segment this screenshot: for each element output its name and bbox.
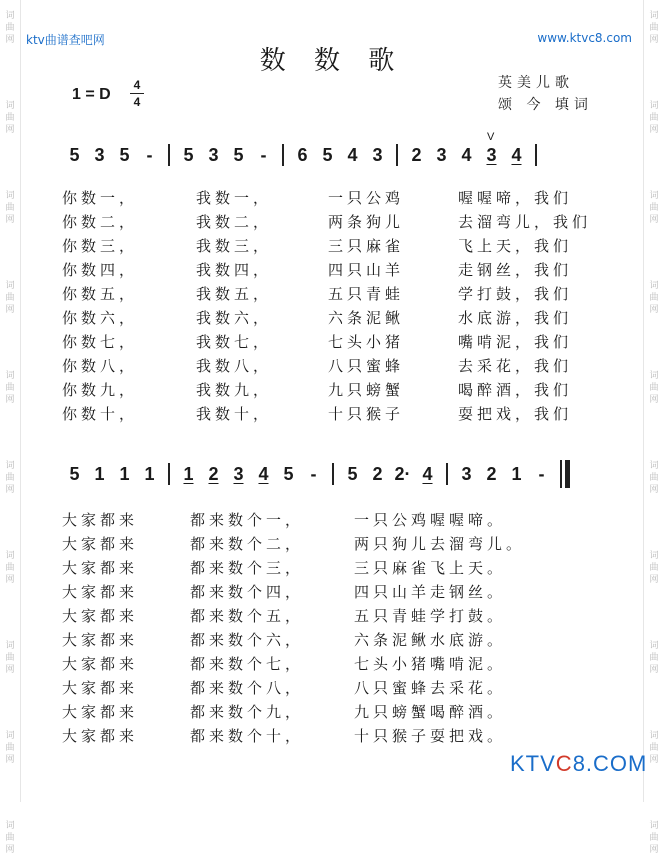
note: - xyxy=(260,144,267,165)
meter-bottom: 4 xyxy=(133,95,141,109)
lyric-phrase: 你数二， xyxy=(62,213,139,231)
lyric-phrase: 嘴啃泥，我们 xyxy=(458,333,573,351)
side-watermark-block xyxy=(649,550,658,586)
lyric-phrase: 耍把戏，我们 xyxy=(458,405,573,423)
lyric-phrase: 你数一， xyxy=(62,189,139,207)
side-watermark-char: 曲 xyxy=(5,383,15,393)
lyric-phrase: 你数五， xyxy=(62,285,139,303)
note: 5 xyxy=(347,463,358,484)
lyric-line xyxy=(62,676,604,700)
side-watermark-block xyxy=(649,280,658,316)
side-watermark-char: 网 xyxy=(649,485,659,495)
lyric-phrase: 你数三， xyxy=(62,237,139,255)
side-watermark-block xyxy=(5,370,14,406)
side-watermark-char: 词 xyxy=(649,281,659,291)
lyric-phrase: 水底游，我们 xyxy=(458,309,573,327)
lyric-phrase: 都来数个三， xyxy=(190,559,305,577)
lyric-phrase: 大家都来 xyxy=(62,511,139,529)
note: - xyxy=(310,463,317,484)
barline xyxy=(535,144,537,166)
lyric-phrase: 你数八， xyxy=(62,357,139,375)
side-watermark-char: 网 xyxy=(5,125,15,135)
note: 1 xyxy=(94,463,105,484)
right-margin-strip xyxy=(643,0,664,855)
side-watermark-char: 网 xyxy=(649,755,659,765)
lyric-phrase: 六条泥鳅 xyxy=(328,309,405,327)
lyric-phrase: 大家都来 xyxy=(62,607,139,625)
side-watermark-char: 网 xyxy=(5,575,15,585)
measure xyxy=(62,464,162,485)
barline xyxy=(282,144,284,166)
key-signature: 1 = D xyxy=(72,86,111,103)
note: 4 xyxy=(422,463,433,484)
side-watermark-char: 曲 xyxy=(5,563,15,573)
lyric-phrase: 我数七， xyxy=(196,333,273,351)
lyric-phrase: 九只螃蟹 xyxy=(328,381,405,399)
lyric-line xyxy=(62,210,604,234)
watermark-highlight: C xyxy=(555,751,573,776)
side-watermark-block xyxy=(649,100,658,136)
side-watermark-char: 曲 xyxy=(649,113,659,123)
note: 2 xyxy=(411,144,422,165)
note: 3 xyxy=(94,144,105,165)
lyric-phrase: 两条狗儿 xyxy=(328,213,405,231)
lyric-phrase: 喔喔啼，我们 xyxy=(458,189,573,207)
note: 2· xyxy=(394,463,411,484)
side-watermark-char: 网 xyxy=(649,575,659,585)
note: 5 xyxy=(322,144,333,165)
lyric-phrase: 大家都来 xyxy=(62,655,139,673)
lyric-phrase: 一只公鸡喔喔啼。 xyxy=(354,511,507,529)
lyric-phrase: 两只狗儿去溜弯儿。 xyxy=(354,535,526,553)
measure xyxy=(176,145,276,166)
barline xyxy=(168,144,170,166)
note: 6 xyxy=(297,144,308,165)
side-watermark-char: 网 xyxy=(5,485,15,495)
barline xyxy=(446,463,448,485)
lyric-phrase: 飞上天，我们 xyxy=(458,237,573,255)
side-watermark-char: 网 xyxy=(649,665,659,675)
credits xyxy=(498,72,593,116)
lyric-phrase: 八只蜜蜂去采花。 xyxy=(354,679,507,697)
side-watermark-char: 词 xyxy=(5,191,15,201)
side-watermark-char: 网 xyxy=(5,35,15,45)
lyric-phrase: 大家都来 xyxy=(62,559,139,577)
side-watermark-char: 词 xyxy=(5,641,15,651)
lyric-line xyxy=(62,532,604,556)
lyric-line xyxy=(62,354,604,378)
lyric-line xyxy=(62,628,604,652)
side-watermark-char: 曲 xyxy=(649,743,659,753)
lyric-phrase: 都来数个一， xyxy=(190,511,305,529)
measure xyxy=(176,464,326,485)
side-watermark-char: 网 xyxy=(649,845,659,855)
note: 5 xyxy=(119,144,130,165)
side-watermark-block xyxy=(649,820,658,856)
lyric-phrase: 我数五， xyxy=(196,285,273,303)
side-watermark-char: 词 xyxy=(5,551,15,561)
breath-mark-icon: V xyxy=(487,130,495,143)
side-watermark-char: 词 xyxy=(649,11,659,21)
final-barline-thick xyxy=(565,460,570,488)
side-watermark-char: 曲 xyxy=(5,473,15,483)
lyric-line xyxy=(62,402,604,426)
lyric-phrase: 你数十， xyxy=(62,405,139,423)
site-url-right[interactable]: www.ktvc8.com xyxy=(537,31,632,45)
note: 1 xyxy=(183,463,194,484)
side-watermark-char: 曲 xyxy=(5,113,15,123)
side-watermark-block xyxy=(5,550,14,586)
note: 4 xyxy=(461,144,472,165)
side-watermark-char: 词 xyxy=(649,821,659,831)
lyric-phrase: 六条泥鳅水底游。 xyxy=(354,631,507,649)
side-watermark-char: 词 xyxy=(5,371,15,381)
side-watermark-block xyxy=(5,280,14,316)
lyric-line xyxy=(62,508,604,532)
side-watermark-char: 词 xyxy=(5,281,15,291)
lyric-line xyxy=(62,258,604,282)
side-watermark-block xyxy=(5,730,14,766)
lyric-line xyxy=(62,580,604,604)
side-watermark-char: 词 xyxy=(649,551,659,561)
lyric-phrase: 我数八， xyxy=(196,357,273,375)
side-watermark-block xyxy=(649,370,658,406)
lyric-phrase: 都来数个六， xyxy=(190,631,305,649)
lyric-phrase: 五只青蛙 xyxy=(328,285,405,303)
lyric-phrase: 十只猴子耍把戏。 xyxy=(354,727,507,745)
lyric-phrase: 去溜弯儿，我们 xyxy=(458,213,592,231)
lyric-phrase: 你数九， xyxy=(62,381,139,399)
side-watermark-block xyxy=(649,640,658,676)
barline xyxy=(332,463,334,485)
side-watermark-char: 曲 xyxy=(5,833,15,843)
side-watermark-char: 词 xyxy=(5,461,15,471)
lyric-line xyxy=(62,556,604,580)
measure xyxy=(454,464,554,485)
side-watermark-block xyxy=(5,640,14,676)
measure xyxy=(62,145,162,166)
side-watermark-block xyxy=(5,460,14,496)
side-watermark-char: 词 xyxy=(5,821,15,831)
note: 1 xyxy=(119,463,130,484)
barline xyxy=(168,463,170,485)
lyric-phrase: 我数一， xyxy=(196,189,273,207)
lyric-phrase: 喝醉酒，我们 xyxy=(458,381,573,399)
lyric-phrase: 十只猴子 xyxy=(328,405,405,423)
side-watermark-char: 曲 xyxy=(649,383,659,393)
meter-top: 4 xyxy=(133,78,141,92)
note: 5 xyxy=(183,144,194,165)
lyric-phrase: 你数四， xyxy=(62,261,139,279)
lyric-phrase: 我数四， xyxy=(196,261,273,279)
side-watermark-char: 网 xyxy=(5,845,15,855)
note: 2 xyxy=(486,463,497,484)
side-watermark-block xyxy=(649,730,658,766)
notation-line-2 xyxy=(62,459,570,489)
side-watermark-char: 词 xyxy=(649,461,659,471)
lyric-phrase: 三只麻雀 xyxy=(328,237,405,255)
lyric-phrase: 你数六， xyxy=(62,309,139,327)
note: 4 xyxy=(347,144,358,165)
lyric-phrase: 四只山羊走钢丝。 xyxy=(354,583,507,601)
side-watermark-char: 曲 xyxy=(5,23,15,33)
lyric-phrase: 大家都来 xyxy=(62,703,139,721)
side-watermark-char: 词 xyxy=(649,191,659,201)
lyric-line xyxy=(62,306,604,330)
notation-line-1 xyxy=(62,130,543,170)
lyric-phrase: 大家都来 xyxy=(62,535,139,553)
side-watermark-char: 网 xyxy=(649,125,659,135)
lyric-phrase: 我数二， xyxy=(196,213,273,231)
note: 3 V xyxy=(486,130,497,165)
watermark-prefix: KTV xyxy=(510,751,556,776)
lyric-phrase: 学打鼓，我们 xyxy=(458,285,573,303)
side-watermark-char: 词 xyxy=(5,11,15,21)
side-watermark-char: 网 xyxy=(5,665,15,675)
time-signature xyxy=(126,78,148,109)
lyric-phrase: 一只公鸡 xyxy=(328,189,405,207)
side-watermark-char: 词 xyxy=(649,371,659,381)
side-watermark-char: 网 xyxy=(5,305,15,315)
side-watermark-char: 曲 xyxy=(649,203,659,213)
side-watermark-char: 网 xyxy=(649,215,659,225)
side-watermark-char: 曲 xyxy=(649,293,659,303)
lyric-phrase: 都来数个九， xyxy=(190,703,305,721)
measure xyxy=(404,130,529,166)
side-watermark-char: 曲 xyxy=(649,833,659,843)
lyric-line xyxy=(62,604,604,628)
measure xyxy=(290,145,390,166)
lyric-line xyxy=(62,330,604,354)
note: 3 xyxy=(233,463,244,484)
watermark-suffix: 8.COM xyxy=(572,751,648,776)
side-watermark-char: 网 xyxy=(5,395,15,405)
lyric-phrase: 都来数个十， xyxy=(190,727,305,745)
note: 1 xyxy=(511,463,522,484)
note: - xyxy=(538,463,545,484)
note: 5 xyxy=(283,463,294,484)
note: 4 xyxy=(258,463,269,484)
lyric-phrase: 大家都来 xyxy=(62,583,139,601)
lyric-phrase: 七头小猪嘴啃泥。 xyxy=(354,655,507,673)
lyric-line xyxy=(62,700,604,724)
side-watermark-char: 曲 xyxy=(649,23,659,33)
side-watermark-block xyxy=(5,190,14,226)
lyric-phrase: 我数三， xyxy=(196,237,273,255)
note: 3 xyxy=(436,144,447,165)
lyric-line xyxy=(62,234,604,258)
side-watermark-char: 词 xyxy=(5,731,15,741)
lyric-phrase: 都来数个四， xyxy=(190,583,305,601)
note: 2 xyxy=(372,463,383,484)
lyric-phrase: 都来数个七， xyxy=(190,655,305,673)
lyric-phrase: 四只山羊 xyxy=(328,261,405,279)
side-watermark-char: 词 xyxy=(5,101,15,111)
lyric-phrase: 大家都来 xyxy=(62,631,139,649)
side-watermark-char: 网 xyxy=(5,215,15,225)
lyric-line xyxy=(62,282,604,306)
lyrics-block-1 xyxy=(62,186,604,426)
credit-lyricist: 颂 今 填词 xyxy=(498,97,593,113)
left-margin-strip xyxy=(0,0,21,855)
note: 4 xyxy=(511,144,522,165)
lyric-phrase: 五只青蛙学打鼓。 xyxy=(354,607,507,625)
note: 5 xyxy=(69,144,80,165)
measure xyxy=(340,464,440,485)
note: 3 xyxy=(461,463,472,484)
note: 3 xyxy=(372,144,383,165)
side-watermark-char: 网 xyxy=(649,395,659,405)
note: 2 xyxy=(208,463,219,484)
note: 5 xyxy=(69,463,80,484)
lyric-line xyxy=(62,186,604,210)
final-barline xyxy=(560,460,562,488)
lyric-phrase: 走钢丝，我们 xyxy=(458,261,573,279)
lyric-phrase: 七头小猪 xyxy=(328,333,405,351)
lyric-phrase: 九只螃蟹喝醉酒。 xyxy=(354,703,507,721)
lyric-line xyxy=(62,378,604,402)
side-watermark-block xyxy=(5,100,14,136)
lyric-phrase: 三只麻雀飞上天。 xyxy=(354,559,507,577)
lyric-phrase: 我数九， xyxy=(196,381,273,399)
note: 1 xyxy=(144,463,155,484)
site-name-left[interactable]: ktv曲谱查吧网 xyxy=(26,33,105,47)
watermark-logo xyxy=(510,751,647,777)
note: 5 xyxy=(233,144,244,165)
lyric-phrase: 大家都来 xyxy=(62,679,139,697)
side-watermark-char: 曲 xyxy=(5,293,15,303)
side-watermark-char: 曲 xyxy=(5,653,15,663)
side-watermark-char: 曲 xyxy=(649,653,659,663)
lyric-line xyxy=(62,652,604,676)
side-watermark-char: 曲 xyxy=(649,473,659,483)
lyric-phrase: 大家都来 xyxy=(62,727,139,745)
side-watermark-char: 曲 xyxy=(649,563,659,573)
song-title: 数 数 歌 xyxy=(259,46,405,76)
note: 3 xyxy=(208,144,219,165)
side-watermark-char: 曲 xyxy=(5,743,15,753)
side-watermark-char: 曲 xyxy=(5,203,15,213)
side-watermark-char: 网 xyxy=(5,755,15,765)
side-watermark-char: 词 xyxy=(649,641,659,651)
side-watermark-block xyxy=(649,460,658,496)
side-watermark-char: 词 xyxy=(649,731,659,741)
lyric-phrase: 都来数个八， xyxy=(190,679,305,697)
credit-origin: 英美儿歌 xyxy=(498,75,574,91)
lyric-phrase: 去采花，我们 xyxy=(458,357,573,375)
lyric-phrase: 我数十， xyxy=(196,405,273,423)
lyric-phrase: 八只蜜蜂 xyxy=(328,357,405,375)
side-watermark-block xyxy=(649,190,658,226)
side-watermark-char: 词 xyxy=(649,101,659,111)
lyric-phrase: 都来数个五， xyxy=(190,607,305,625)
side-watermark-char: 网 xyxy=(649,305,659,315)
note: - xyxy=(146,144,153,165)
lyric-phrase: 你数七， xyxy=(62,333,139,351)
lyrics-block-2 xyxy=(62,508,604,748)
lyric-phrase: 我数六， xyxy=(196,309,273,327)
side-watermark-block xyxy=(5,820,14,856)
meter-bar xyxy=(130,93,144,94)
barline xyxy=(396,144,398,166)
lyric-phrase: 都来数个二， xyxy=(190,535,305,553)
side-watermark-char: 网 xyxy=(649,35,659,45)
lyric-line xyxy=(62,724,604,748)
